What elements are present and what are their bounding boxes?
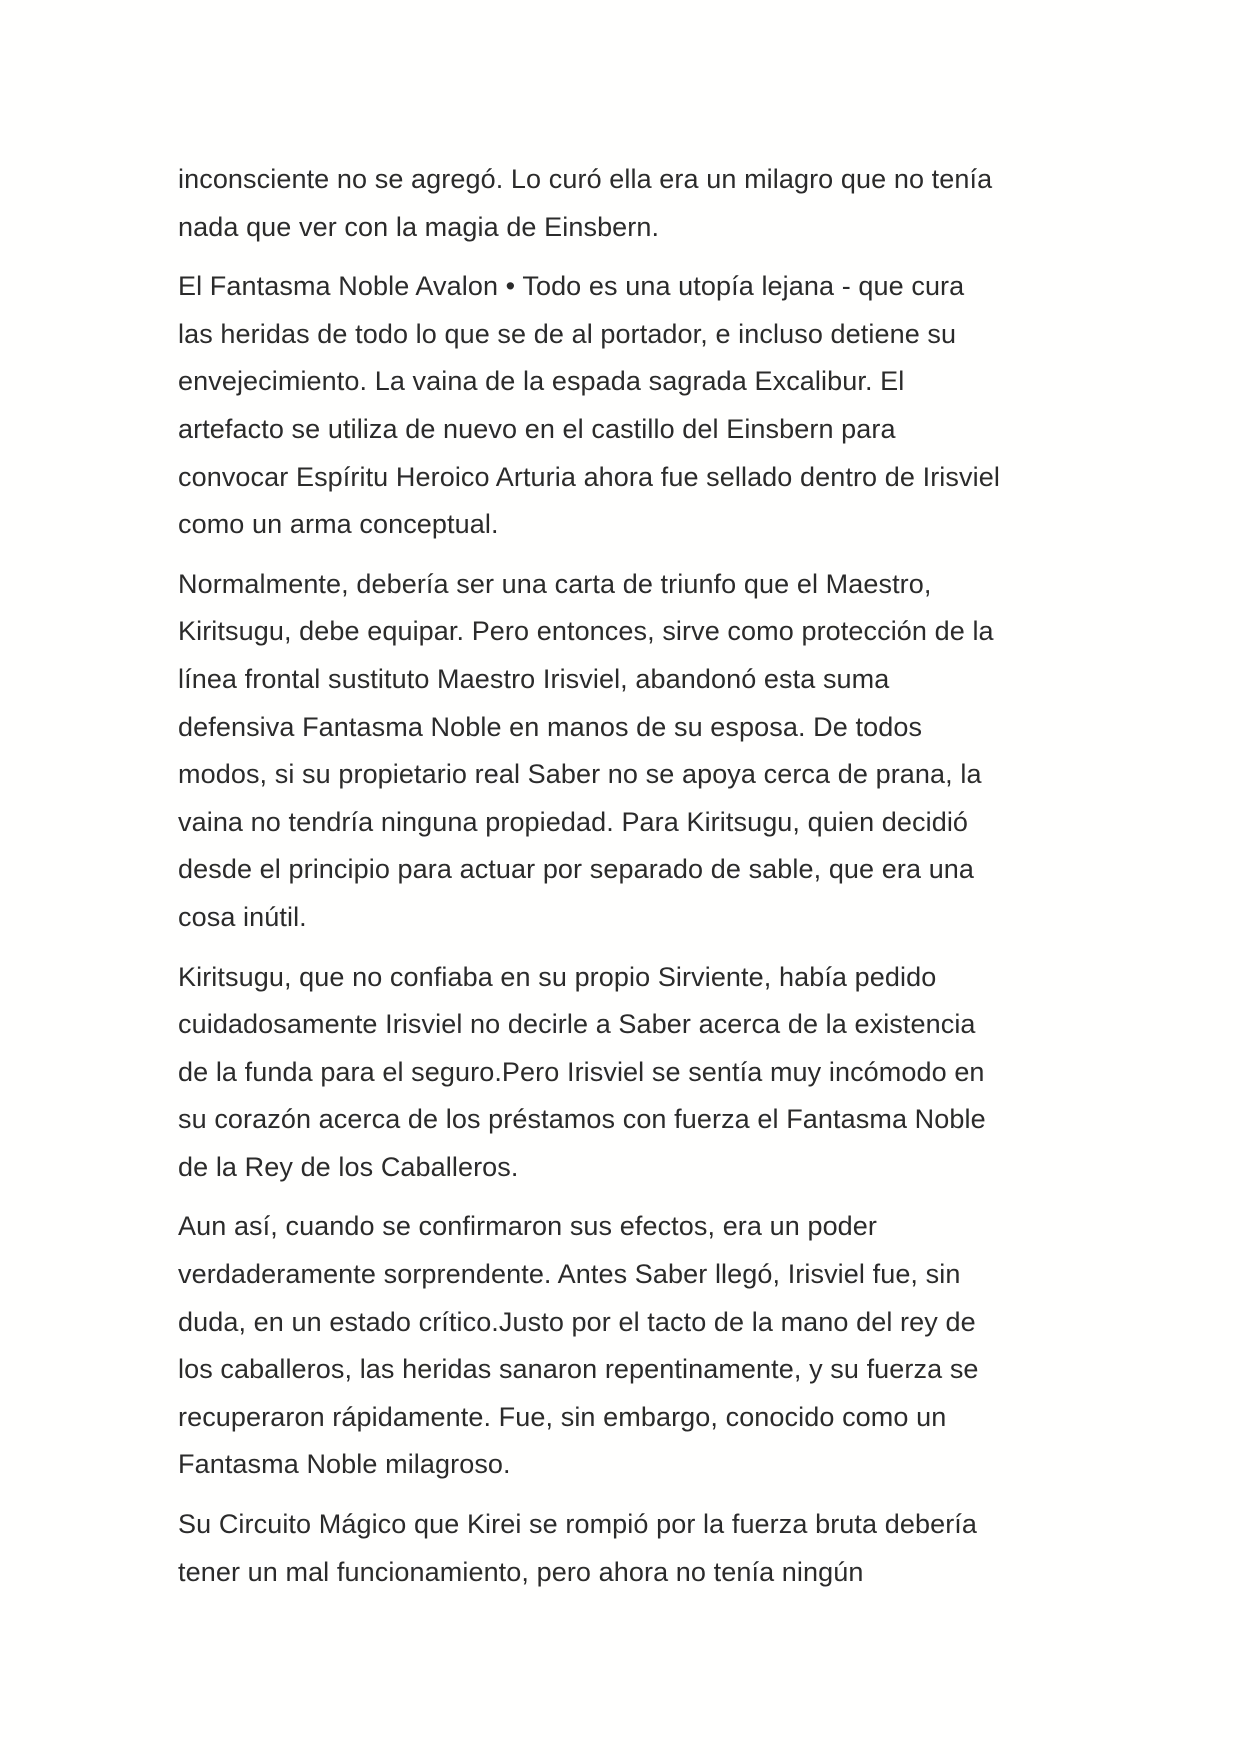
text-line: Su Circuito Mágico que Kirei se rompió por la fuerza bruta debería <box>178 1509 977 1540</box>
text-line: modos, si su propietario real Saber no se apoya cerca de prana, la <box>178 759 982 790</box>
text-line: envejecimiento. La vaina de la espada sagrada Excalibur. El <box>178 366 905 397</box>
text-line: como un arma conceptual. <box>178 509 499 540</box>
paragraph-1 <box>178 156 1078 251</box>
paragraph-5 <box>178 1203 1078 1489</box>
text-line: Kiritsugu, debe equipar. Pero entonces, sirve como protección de la <box>178 616 994 647</box>
text-line: los caballeros, las heridas sanaron repentinamente, y su fuerza se <box>178 1354 979 1385</box>
text-line: convocar Espíritu Heroico Arturia ahora fue sellado dentro de Irisviel <box>178 461 1000 492</box>
text-line: desde el principio para actuar por separado de sable, que era una <box>178 854 975 885</box>
text-line: recuperaron rápidamente. Fue, sin embargo, conocido como un <box>178 1401 947 1432</box>
text-line: cosa inútil. <box>178 901 307 932</box>
paragraph-4 <box>178 954 1078 1192</box>
paragraph-2 <box>178 263 1078 549</box>
text-line: verdaderamente sorprendente. Antes Saber llegó, Irisviel fue, sin <box>178 1259 961 1290</box>
text-line: defensiva Fantasma Noble en manos de su esposa. De todos <box>178 711 923 742</box>
text-line: El Fantasma Noble Avalon • Todo es una utopía lejana - que cura <box>178 271 965 302</box>
paragraph-3 <box>178 561 1078 942</box>
text-line: de la funda para el seguro.Pero Irisviel se sentía muy incómodo en <box>178 1056 985 1087</box>
text-line: línea frontal sustituto Maestro Irisviel, abandonó esta suma <box>178 663 890 694</box>
text-line: las heridas de todo lo que se de al portador, e incluso detiene su <box>178 318 957 349</box>
text-line: cuidadosamente Irisviel no decirle a Saber acerca de la existencia <box>178 1009 976 1040</box>
text-line: inconsciente no se agregó. Lo curó ella era un milagro que no tenía <box>178 164 993 194</box>
text-line: artefacto se utiliza de nuevo en el castillo del Einsbern para <box>178 413 896 444</box>
paragraph-6 <box>178 1501 1078 1596</box>
text-line: de la Rey de los Caballeros. <box>178 1151 519 1182</box>
text-line: Kiritsugu, que no confiaba en su propio Sirviente, había pedido <box>178 961 937 992</box>
body-text <box>178 156 1078 1608</box>
text-line: duda, en un estado crítico.Justo por el tacto de la mano del rey de <box>178 1306 976 1337</box>
text-line: vaina no tendría ninguna propiedad. Para Kiritsugu, quien decidió <box>178 806 969 837</box>
text-line: Fantasma Noble milagroso. <box>178 1449 511 1480</box>
text-line: Aun así, cuando se confirmaron sus efectos, era un poder <box>178 1211 878 1242</box>
text-line: su corazón acerca de los préstamos con fuerza el Fantasma Noble <box>178 1104 986 1135</box>
text-line: nada que ver con la magia de Einsbern. <box>178 211 660 242</box>
text-line: Normalmente, debería ser una carta de triunfo que el Maestro, <box>178 568 932 599</box>
text-line: tener un mal funcionamiento, pero ahora no tenía ningún <box>178 1556 864 1587</box>
